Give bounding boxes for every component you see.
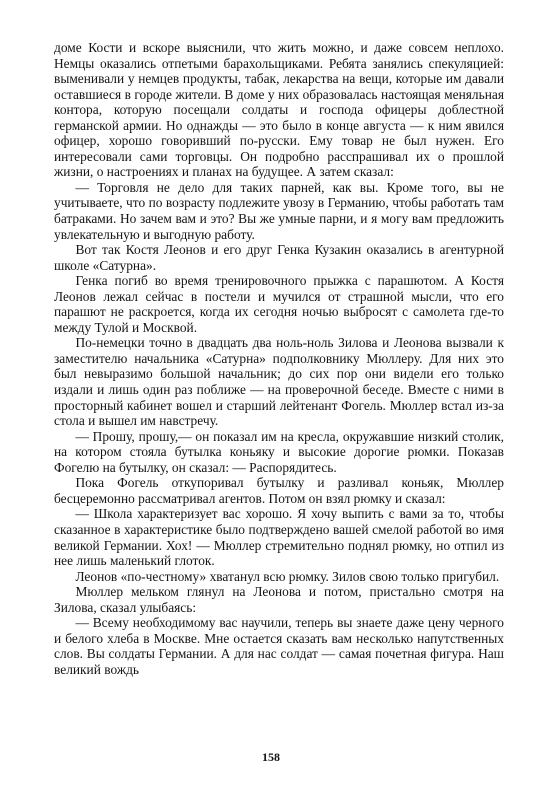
paragraph-4: Генка погиб во время тренировочного прыжка с парашютом. А Костя Леонов лежал сейчас в постели и мучился от страшной мысли, что его парашют не раскроется, когда их сегодня ночью выбросят с самолета где-то между Тулой и Москвой. [54,273,504,335]
book-page-text [54,40,504,677]
paragraph-7: Пока Фогель откупоривал бутылку и разливал коньяк, Мюллер бесцеремонно рассматривал агентов. Потом он взял рюмку и сказал: [54,475,504,506]
paragraph-8: — Школа характеризует вас хорошо. Я хочу выпить с вами за то, чтобы сказанное в характеристике было подтверждено вашей смелой работой во имя великой Германии. Хох! — Мюллер стремительно поднял рюмку, но отпил из нее лишь маленький глоток. [54,506,504,569]
paragraph-5: По-немецки точно в двадцать два ноль-ноль Зилова и Леонова вызвали к заместителю начальника «Сатурна» подполковнику Мюллеру. Для них это был невыразимо большой начальник; до сих пор они видели его только издали и лишь один раз поближе — на проверочной беседе. Вместе с ними в просторный кабинет вошел и старший лейтенант Фогель. Мюллер встал из-за стола и вышел им навстречу. [54,335,504,429]
paragraph-11: — Всему необходимому вас научили, теперь вы знаете даже цену черного и белого хлеба в Москве. Мне остается сказать вам несколько напутственных слов. Вы солдаты Германии. А для нас солдат — самая почетная фигура. Наш великий вождь [54,615,504,677]
paragraph-9: Леонов «по-честному» хватанул всю рюмку. Зилов свою только пригубил. [75,568,500,584]
paragraph-1: доме Кости и вскоре выяснили, что жить можно, и даже совсем неплохо. Немцы оказались отпетыми барахольщиками. Ребята занялись спекуляцией: выменивали у немцев продукты, табак, лекарства на вещи, которые им давали оставшиеся в городе жители. В доме у них образовалась настоящая меняльная контора, которую посещали солдаты и господа офицеры доблестной германской армии. Но однажды — это было в конце августа — к ним явился офицер, хорошо говоривший по-русски. Ему товар не был нужен. Его интересовали сами торговцы. Он подробно расспрашивал их о прошлой жизни, о настроениях и планах на будущее. А затем сказал: [54,40,504,180]
paragraph-10: Мюллер мельком глянул на Леонова и потом, пристально смотря на Зилова, сказал улыбаясь: [54,584,504,615]
page-number: 158 [262,750,280,764]
paragraph-6: — Прошу, прошу,— он показал им на кресла, окружавшие низкий столик, на котором стояла бутылка коньяку и высокие дорогие рюмки. Показав Фогелю на бутылку, он сказал: — Распорядитесь. [54,428,504,475]
paragraph-2: — Торговля не дело для таких парней, как вы. Кроме того, вы не учитываете, что по возрасту подлежите увозу в Германию, чтобы работать там батраками. Но зачем вам и это? Вы же умные парни, и я могу вам предложить увлекательную и выгодную работу. [54,179,504,242]
paragraph-3: Вот так Костя Леонов и его друг Генка Кузакин оказались в агентурной школе «Сатурна». [54,242,504,273]
